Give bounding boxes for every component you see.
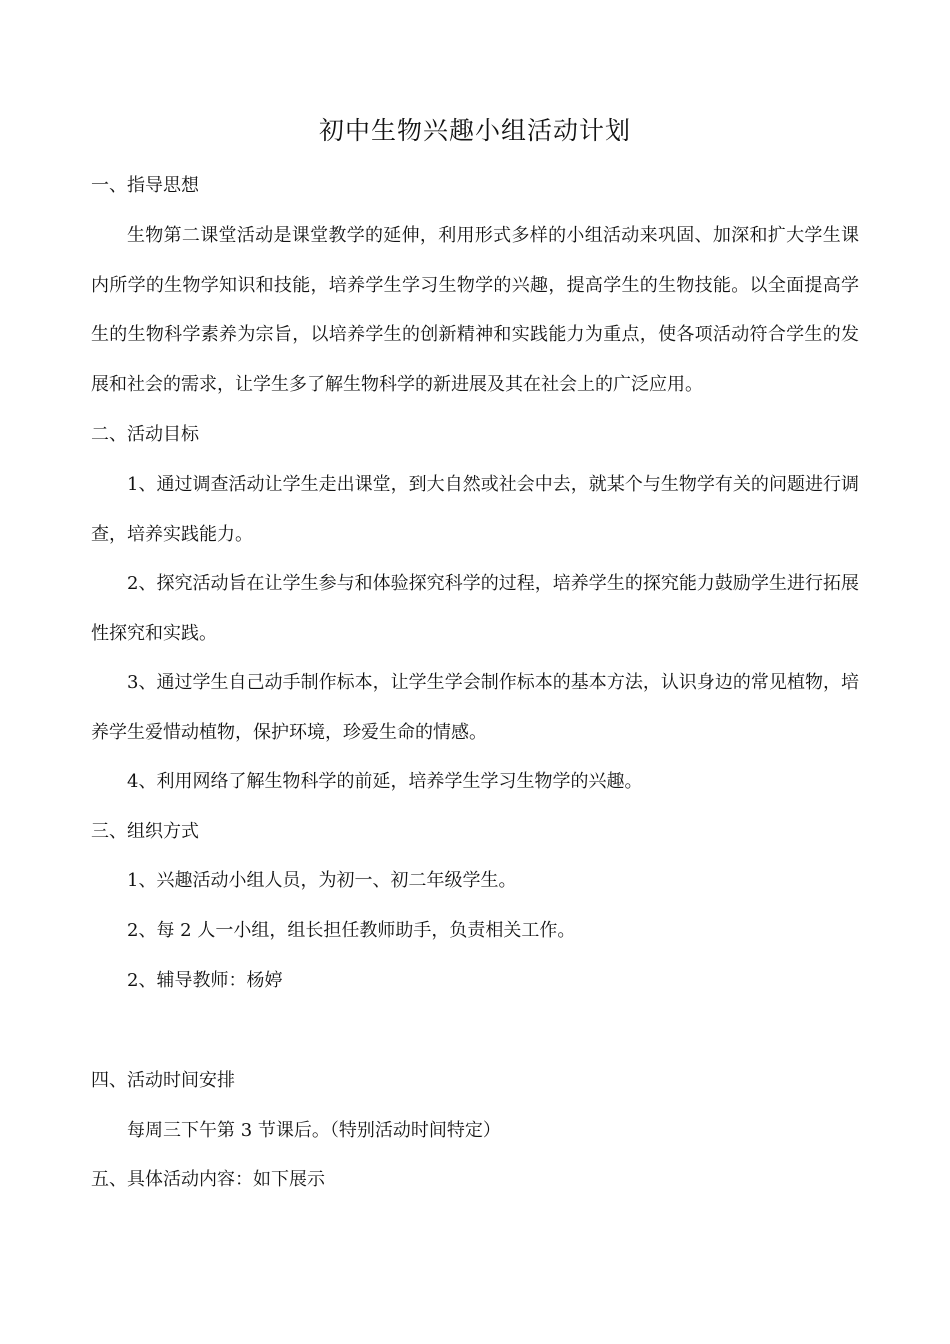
section-heading-activity-content: 五、具体活动内容：如下展示: [91, 1169, 325, 1190]
section-heading-activity-goals: 二、活动目标: [91, 424, 199, 445]
goal-item-4: 4、利用网络了解生物科学的前延，培养学生学习生物学的兴趣。: [127, 771, 643, 792]
organization-item-3: 2、辅导教师：杨婷: [127, 970, 283, 991]
organization-item-1: 1、兴趣活动小组人员，为初一、初二年级学生。: [127, 870, 517, 891]
goal-item-3: 3、通过学生自己动手制作标本，让学生学会制作标本的基本方法，认识身边的常见植物，培养学生爱惜动植物，保护环境，珍爱生命的情感。: [91, 672, 859, 743]
section-heading-schedule: 四、活动时间安排: [91, 1070, 235, 1091]
section-heading-organization: 三、组织方式: [91, 821, 199, 842]
section-paragraph: 生物第二课堂活动是课堂教学的延伸，利用形式多样的小组活动来巩固、加深和扩大学生课内所学的生物学知识和技能，培养学生学习生物学的兴趣，提高学生的生物技能。以全面提高学生的生物科学素养为宗旨，以培养学生的创新精神和实践能力为重点，使各项活动符合学生的发展和社会的需求，让学生多了解生物科学的新进展及其在社会上的广泛应用。: [91, 225, 859, 395]
goal-item-1: 1、通过调查活动让学生走出课堂，到大自然或社会中去，就某个与生物学有关的问题进行调查，培养实践能力。: [91, 474, 859, 545]
document-title: 初中生物兴趣小组活动计划: [318, 116, 631, 145]
organization-item-2: 2、每 2 人一小组，组长担任教师助手，负责相关工作。: [127, 920, 576, 941]
section-heading-guiding-idea: 一、指导思想: [91, 175, 199, 196]
goal-item-2: 2、探究活动旨在让学生参与和体验探究科学的过程，培养学生的探究能力鼓励学生进行拓展性探究和实践。: [91, 573, 859, 644]
schedule-text: 每周三下午第 3 节课后。（特别活动时间特定）: [127, 1120, 501, 1141]
